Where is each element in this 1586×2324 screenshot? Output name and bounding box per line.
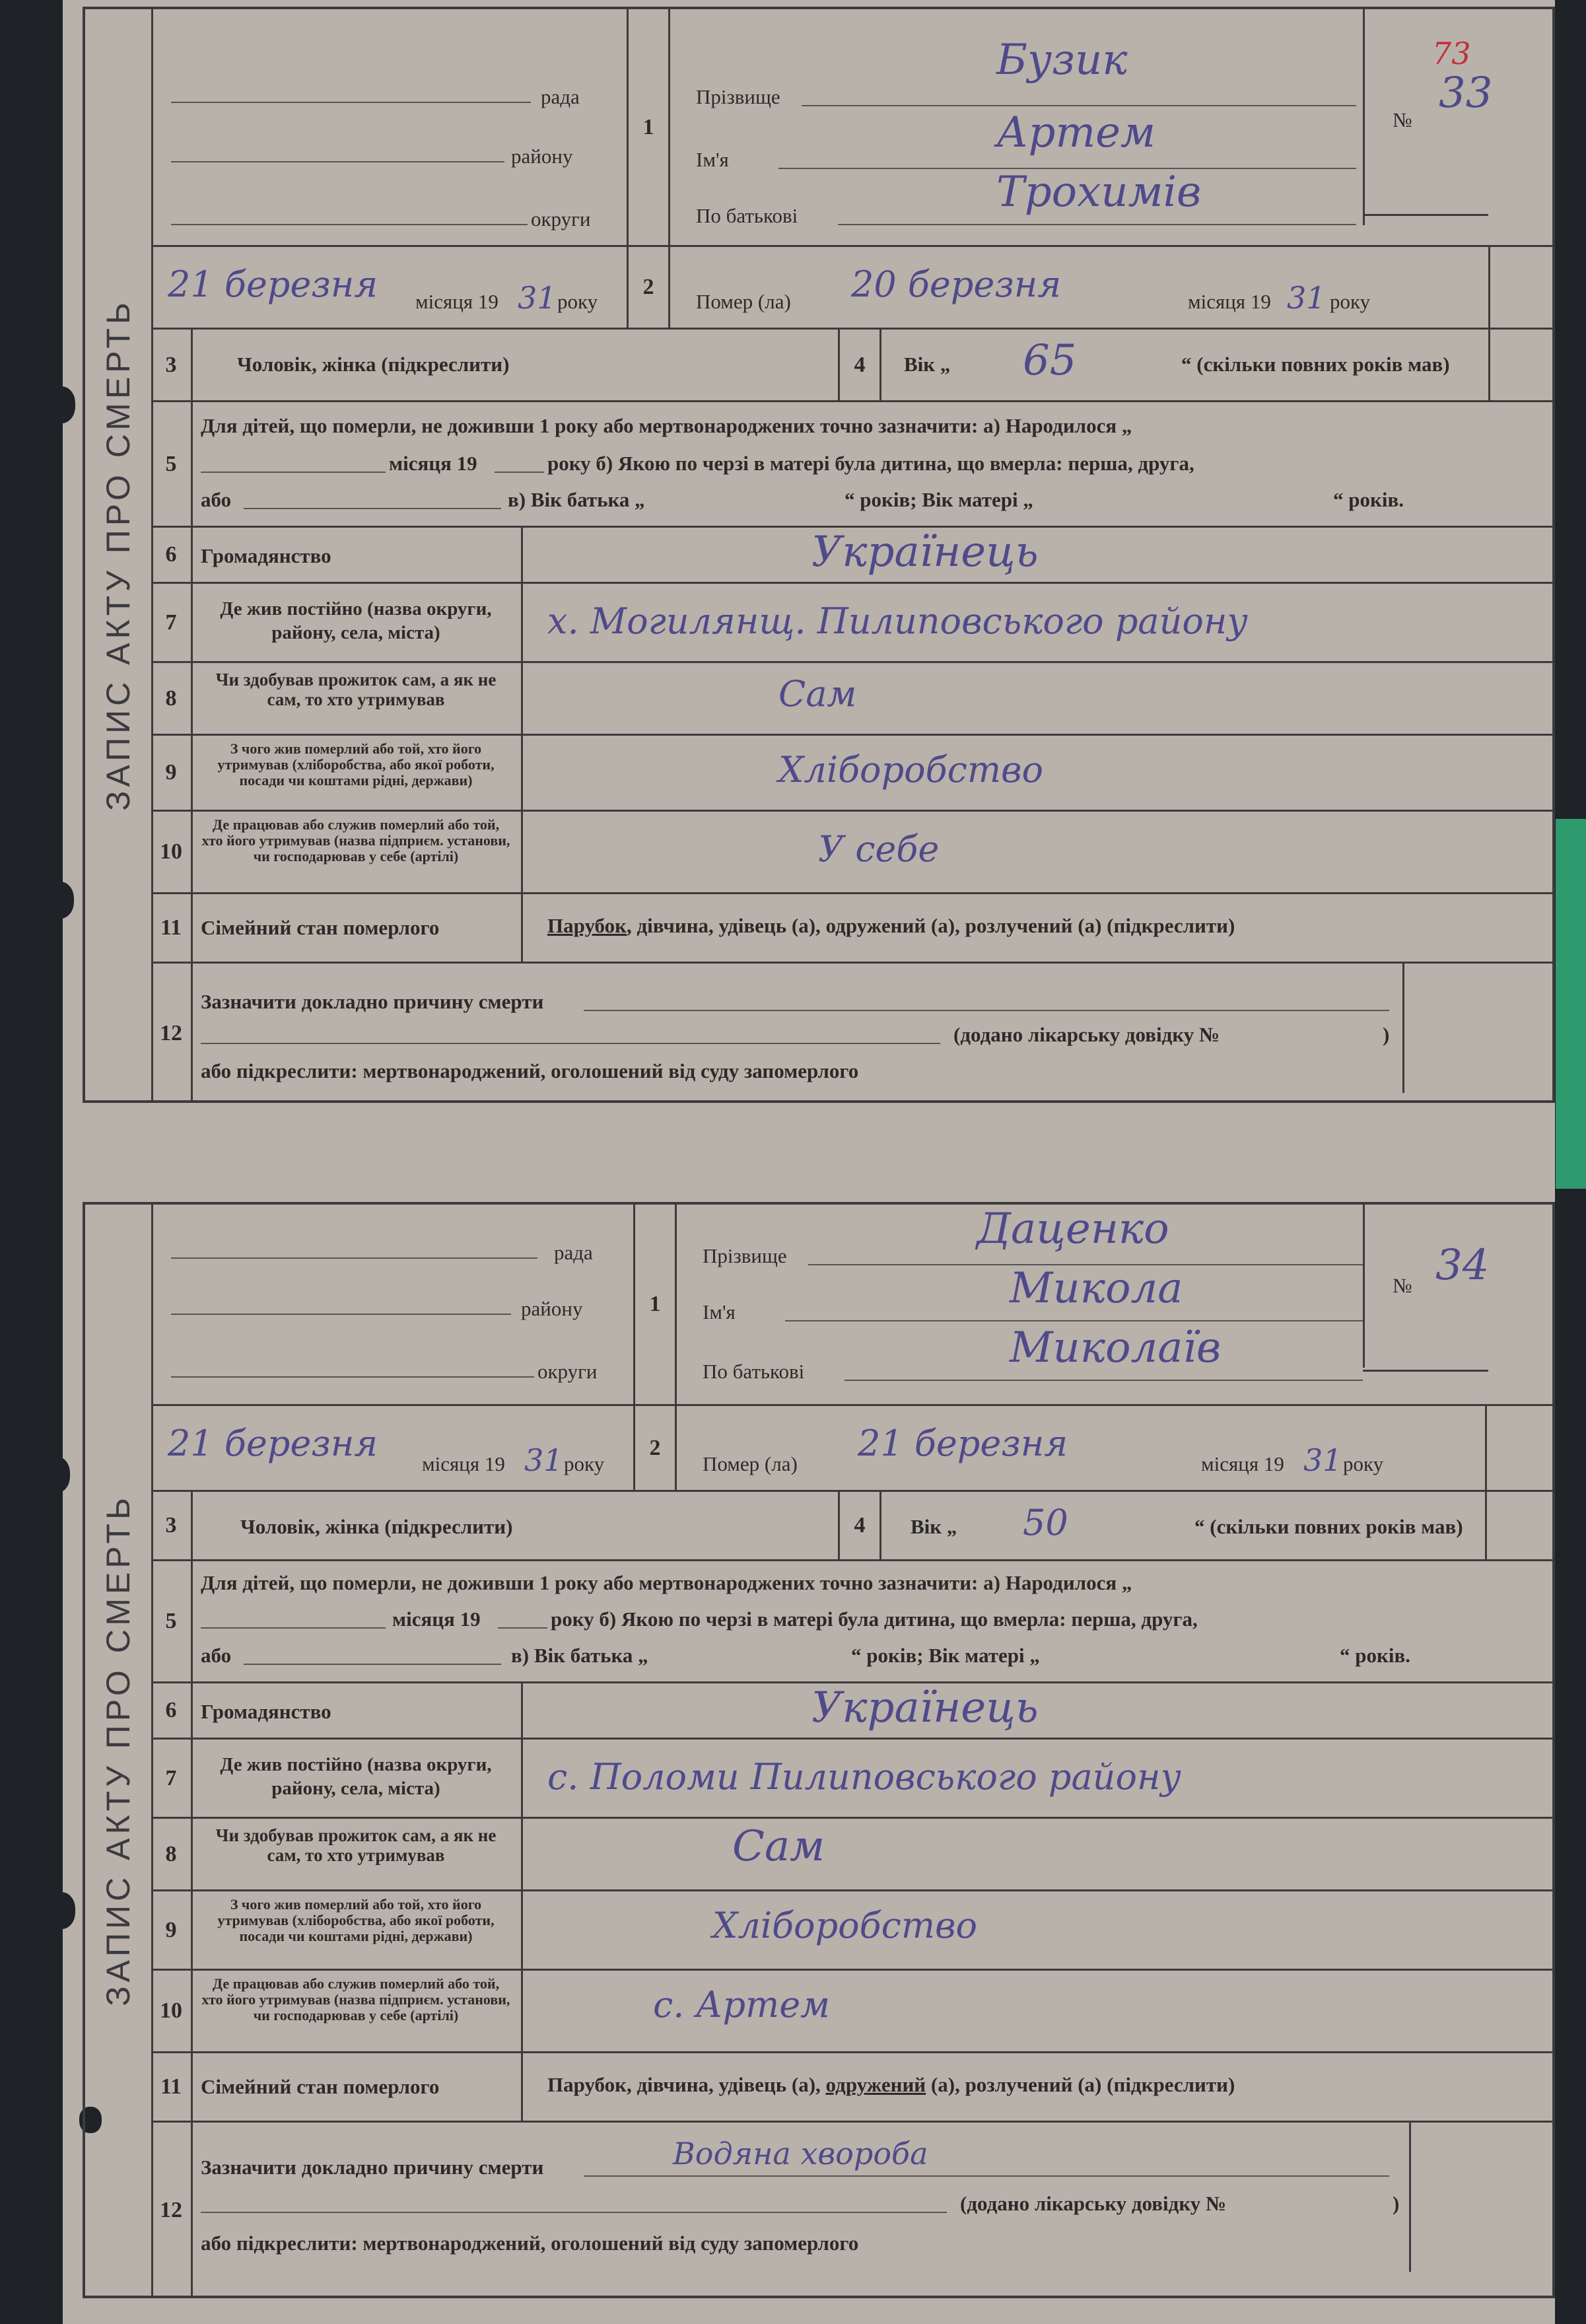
- workplace-value: с. Артем: [653, 1984, 830, 2025]
- patronymic-label: По батькові: [703, 1360, 805, 1383]
- field-line: [171, 224, 528, 225]
- children-or: або: [201, 1644, 232, 1667]
- row-citizenship: [151, 528, 1552, 584]
- died-label: Помер (ла): [696, 290, 791, 313]
- field-line: [244, 508, 501, 509]
- form-title: ЗАПИС АКТУ ПРО СМЕРТЬ: [100, 299, 137, 811]
- raion-label: району: [511, 145, 573, 168]
- field-line: [171, 1376, 534, 1378]
- income-value: Сам: [778, 673, 857, 715]
- age-label: Вік „: [904, 353, 951, 376]
- age-label: Вік „: [911, 1515, 957, 1538]
- divider: [521, 2053, 523, 2121]
- row-number: 7: [151, 584, 193, 661]
- okrug-label: округи: [531, 207, 591, 230]
- marital-label: Сімейний стан померлого: [201, 916, 440, 939]
- surname-value: Бузик: [996, 36, 1128, 85]
- years-label: “ років.: [1340, 1644, 1410, 1667]
- month-label: місяця 19: [422, 1452, 505, 1475]
- field-line: [201, 472, 386, 473]
- divider: [1488, 247, 1490, 328]
- divider: [521, 736, 523, 810]
- divider: [521, 528, 523, 582]
- children-month: місяця 19: [392, 1607, 481, 1631]
- age-hint: “ (скільки повних років мав): [1181, 353, 1450, 376]
- row-number: 11: [151, 2053, 193, 2121]
- field-line: [498, 1627, 547, 1629]
- residence-label: Де жив постійно (назва округи, району, села, міста): [220, 598, 492, 643]
- registration-date: 21 березня: [168, 264, 378, 305]
- row-residence: [151, 584, 1552, 663]
- father-age-label: в) Вік батька „: [511, 1644, 648, 1667]
- row-dates: [151, 1406, 1552, 1492]
- name-value: Микола: [1010, 1264, 1183, 1313]
- archive-number: 73: [1432, 36, 1471, 71]
- workplace-label: Де працював або служив померлий або той, хто його утримував (назва підприєм. установи, чи господарював у себе (артілі): [201, 816, 510, 864]
- citizenship-value: Українець: [811, 528, 1039, 577]
- residence-label: Де жив постійно (назва округи, району, села, міста): [220, 1754, 492, 1799]
- divider: [521, 1819, 523, 1889]
- marital-options-rest: (а), розлучений (а) (підкреслити): [926, 2073, 1235, 2096]
- field-line: [171, 1257, 537, 1259]
- source-value: Хліборобство: [712, 1905, 977, 1946]
- field-line: [845, 1380, 1363, 1381]
- cause-label: Зазначити докладно причину смерти: [201, 990, 544, 1013]
- field-line: [785, 1320, 1363, 1321]
- month-label: місяця 19: [1188, 290, 1271, 313]
- marital-options: , дівчина, удівець (а), одружений (а), розлучений (а) (підкреслити): [627, 914, 1235, 937]
- death-year: 31: [1287, 280, 1326, 316]
- number-label: №: [1393, 1274, 1412, 1297]
- row-number: 10: [151, 1971, 193, 2051]
- source-label: З чого жив померлий або той, хто його утримував (хліборобства, або якої роботи, посади чи коштами рідні, держави): [217, 1896, 495, 1944]
- row-number: 8: [151, 663, 193, 734]
- year-label: року: [1343, 1452, 1384, 1475]
- divider: [1485, 1406, 1487, 1490]
- field-line: [201, 1043, 940, 1044]
- cause-label: Зазначити докладно причину смерти: [201, 2156, 544, 2179]
- surname-value: Даценко: [977, 1205, 1169, 1253]
- surname-label: Прізвище: [696, 85, 780, 108]
- divider: [521, 1683, 523, 1738]
- residence-value: с. Поломи Пилиповського району: [547, 1756, 1181, 1798]
- income-label: Чи здобував прожиток сам, а як не сам, то хто утримував: [215, 670, 497, 709]
- row-dates: [151, 247, 1552, 330]
- month-label: місяця 19: [1201, 1452, 1284, 1475]
- divider: [1363, 214, 1488, 216]
- registration-year: 31: [524, 1442, 563, 1478]
- divider: [1409, 2123, 1411, 2272]
- row-sex-age: [151, 1492, 1552, 1561]
- divider: [1363, 9, 1365, 225]
- sex-label: Чоловік, жінка (підкреслити): [237, 353, 510, 376]
- name-label: Ім'я: [696, 148, 729, 171]
- row-number: 1: [635, 1205, 677, 1404]
- divider: [521, 584, 523, 661]
- record-sidebar: [85, 9, 153, 1100]
- death-date: 21 березня: [858, 1423, 1068, 1464]
- row-number: 2: [629, 247, 670, 328]
- registration-date: 21 березня: [168, 1423, 378, 1464]
- punch-hole: [44, 882, 74, 919]
- row-residence: [151, 1740, 1552, 1819]
- patronymic-value: Трохимів: [996, 168, 1202, 217]
- row-number: 4: [840, 330, 881, 400]
- children-month: місяця 19: [389, 452, 477, 475]
- patronymic-label: По батькові: [696, 204, 798, 227]
- row-children: [151, 1561, 1552, 1683]
- divider: [879, 330, 881, 400]
- year-label: року: [1330, 290, 1371, 313]
- number-label: №: [1393, 108, 1412, 131]
- age-hint: “ (скільки повних років мав): [1194, 1515, 1463, 1538]
- row-cause: 12 Зазначити докладно причину смерти (додано лікарську довідку № ) або підкреслити: мертвонароджений, оголошений від суду запомерлого: [151, 964, 1552, 1103]
- residence-value: х. Могилянщ. Пилиповського району: [547, 600, 1248, 642]
- income-value: Сам: [732, 1822, 825, 1871]
- surname-label: Прізвище: [703, 1244, 787, 1267]
- citizenship-label: Громадянство: [201, 544, 331, 567]
- death-record-b: [83, 1202, 1555, 2298]
- row-marital: [151, 2053, 1552, 2123]
- record-number: 34: [1435, 1241, 1490, 1290]
- cause-alt: або підкреслити: мертвонароджений, оголошений від суду запомерлого: [201, 2232, 859, 2255]
- children-line-1: Для дітей, що померли, не доживши 1 року або мертвонароджених точно зазначити: а) Народилося „: [201, 1571, 1132, 1594]
- marital-selected: Парубок: [547, 914, 627, 937]
- punch-hole: [45, 1892, 75, 1929]
- row-number: 7: [151, 1740, 193, 1817]
- workplace-label: Де працював або служив померлий або той, хто його утримував (назва підприєм. установи, чи господарював у себе (артілі): [201, 1975, 510, 2024]
- header-row: [151, 1205, 1552, 1406]
- income-label: Чи здобував прожиток сам, а як не сам, то хто утримував: [215, 1825, 497, 1865]
- divider: [668, 9, 670, 245]
- divider: [879, 1492, 881, 1559]
- mother-age-label: “ років; Вік матері „: [845, 488, 1033, 511]
- divider: [521, 894, 523, 962]
- field-line: [171, 161, 504, 162]
- citizenship-label: Громадянство: [201, 1700, 331, 1723]
- row-number: 9: [151, 1891, 193, 1969]
- month-label: місяця 19: [415, 290, 499, 313]
- died-label: Помер (ла): [703, 1452, 798, 1475]
- field-line: [584, 2175, 1389, 2177]
- rada-label: рада: [541, 85, 580, 108]
- certificate-label: (додано лікарську довідку №: [953, 1023, 1220, 1046]
- row-source: [151, 1891, 1552, 1971]
- row-citizenship: [151, 1683, 1552, 1740]
- field-line: [171, 102, 531, 103]
- cause-alt: або підкреслити: мертвонароджений, оголошений від суду запомерлого: [201, 1059, 859, 1082]
- header-row: [151, 9, 1552, 247]
- source-label: З чого жив померлий або той, хто його утримував (хліборобства, або якої роботи, посади чи коштами рідні, держави): [217, 740, 495, 789]
- green-background-strip: [1556, 819, 1586, 1189]
- row-sex-age: [151, 330, 1552, 402]
- father-age-label: в) Вік батька „: [508, 488, 645, 511]
- death-record-a: [83, 7, 1555, 1103]
- row-number: 9: [151, 736, 193, 810]
- divider: [521, 1971, 523, 2051]
- age-value: 50: [1023, 1502, 1068, 1543]
- row-children: [151, 402, 1552, 528]
- row-number: 6: [151, 1683, 193, 1738]
- record-sidebar: [85, 1205, 153, 2296]
- row-number: 4: [840, 1492, 881, 1559]
- raion-label: району: [521, 1297, 583, 1320]
- field-line: [201, 1627, 386, 1629]
- row-source: [151, 736, 1552, 812]
- marital-selected: одружений: [825, 2073, 926, 2096]
- sex-label: Чоловік, жінка (підкреслити): [240, 1515, 513, 1538]
- year-label: року: [564, 1452, 605, 1475]
- row-number: 12: [151, 2123, 193, 2298]
- divider: [1485, 1492, 1487, 1559]
- row-number: 1: [629, 9, 670, 245]
- row-number: 5: [151, 402, 193, 526]
- citizenship-value: Українець: [811, 1683, 1039, 1732]
- punch-hole: [45, 386, 75, 423]
- okrug-label: округи: [537, 1360, 598, 1383]
- divider: [675, 1406, 677, 1490]
- field-line: [171, 1314, 511, 1315]
- divider: [675, 1205, 677, 1404]
- children-or: або: [201, 488, 232, 511]
- field-line: [584, 1010, 1389, 1011]
- mother-age-label: “ років; Вік матері „: [851, 1644, 1040, 1667]
- field-line: [244, 1664, 501, 1665]
- divider: [521, 812, 523, 892]
- marital-label: Сімейний стан померлого: [201, 2075, 440, 2098]
- death-year: 31: [1303, 1442, 1342, 1478]
- row-number: 5: [151, 1561, 193, 1681]
- children-line-2: року б) Якою по черзі в матері була дитина, що вмерла: перша, друга,: [551, 1607, 1198, 1631]
- field-line: [802, 105, 1356, 106]
- registration-year: 31: [518, 280, 557, 316]
- certificate-label: (додано лікарську довідку №: [960, 2192, 1227, 2215]
- row-number: 6: [151, 528, 193, 582]
- row-marital: [151, 894, 1552, 964]
- divider: [1488, 330, 1490, 400]
- row-number: 2: [635, 1406, 677, 1490]
- patronymic-value: Миколаїв: [1010, 1323, 1222, 1372]
- rada-label: рада: [554, 1241, 593, 1264]
- row-number: 8: [151, 1819, 193, 1889]
- punch-hole: [40, 1456, 70, 1493]
- age-value: 65: [1023, 336, 1077, 385]
- children-line-2: року б) Якою по черзі в матері була дитина, що вмерла: перша, друга,: [547, 452, 1194, 475]
- divider: [521, 1740, 523, 1817]
- row-income: [151, 1819, 1552, 1891]
- name-label: Ім'я: [703, 1300, 736, 1323]
- name-value: Артем: [996, 108, 1156, 157]
- divider: [521, 663, 523, 734]
- divider: [1363, 1370, 1488, 1372]
- row-number: 12: [151, 964, 193, 1103]
- divider: [668, 247, 670, 328]
- death-date: 20 березня: [851, 264, 1062, 305]
- divider: [1363, 1205, 1365, 1368]
- field-line: [201, 2212, 947, 2213]
- divider: [1402, 964, 1404, 1093]
- row-workplace: [151, 812, 1552, 894]
- divider: [521, 1891, 523, 1969]
- record-number: 33: [1439, 69, 1493, 118]
- source-value: Хліборобство: [778, 749, 1043, 791]
- workplace-value: У себе: [818, 828, 940, 870]
- children-line-1: Для дітей, що померли, не доживши 1 року або мертвонароджених точно зазначити: а) Народилося „: [201, 414, 1132, 437]
- row-number: 3: [151, 1492, 193, 1559]
- cause-value: Водяна хвороба: [673, 2136, 928, 2171]
- row-cause: 12 Зазначити докладно причину смерти Водяна хвороба (додано лікарську довідку № ) або підкреслити: мертвонароджений, оголошений від суду запомерлого: [151, 2123, 1552, 2298]
- form-title: ЗАПИС АКТУ ПРО СМЕРТЬ: [100, 1494, 137, 2006]
- field-line: [495, 472, 544, 473]
- field-line: [838, 224, 1356, 225]
- row-number: 10: [151, 812, 193, 892]
- row-workplace: [151, 1971, 1552, 2053]
- years-label: “ років.: [1333, 488, 1404, 511]
- row-number: 11: [151, 894, 193, 962]
- marital-options: Парубок, дівчина, удівець (а),: [547, 2073, 826, 2096]
- row-number: 3: [151, 330, 193, 400]
- year-label: року: [557, 290, 598, 313]
- row-income: [151, 663, 1552, 736]
